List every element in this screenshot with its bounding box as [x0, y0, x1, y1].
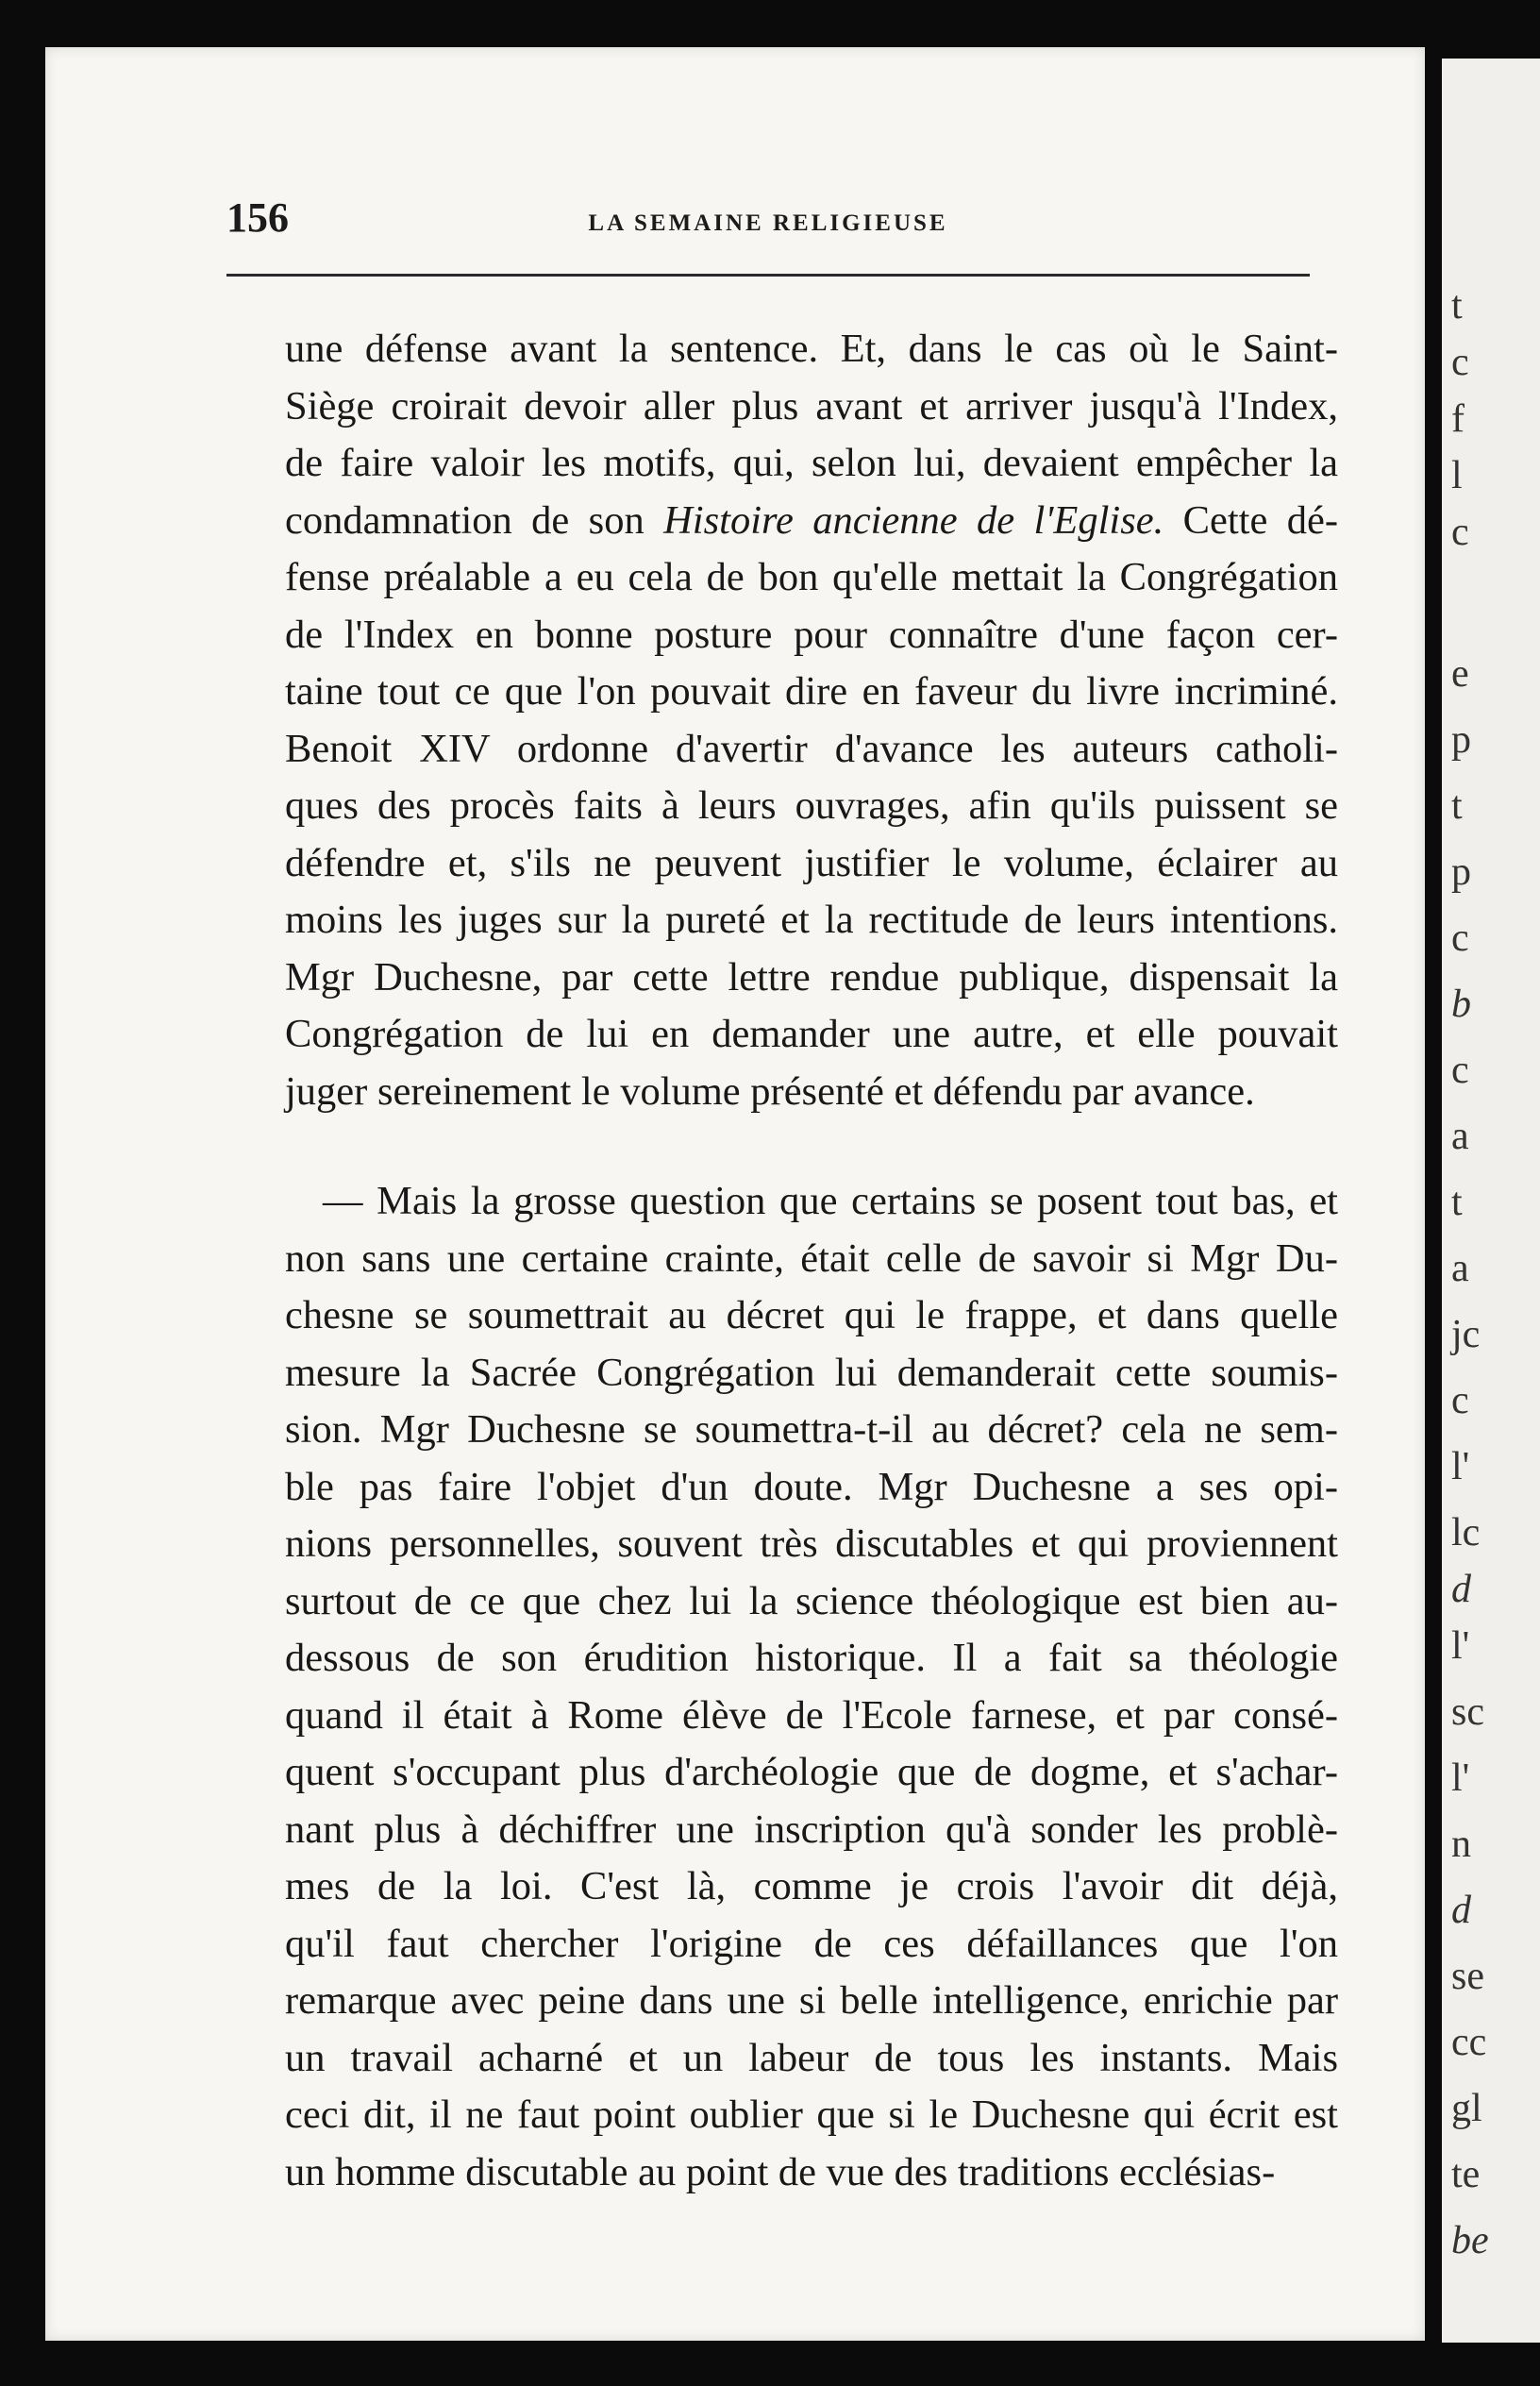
paragraph-1 — [285, 321, 1338, 1120]
adjacent-page-fragment: c — [1451, 341, 1469, 384]
text-line: défendre et, s'ils ne peuvent justifier le volume, éclairer au — [285, 840, 1338, 885]
header-rule — [226, 274, 1310, 277]
text-line: qu'il faut chercher l'origine de ces défaillances que l'on — [285, 1921, 1338, 1966]
adjacent-page-fragment: l' — [1451, 1445, 1470, 1488]
adjacent-page-fragment: c — [1451, 1049, 1469, 1092]
adjacent-page-edge — [1442, 59, 1540, 2343]
adjacent-page-fragment: c — [1451, 511, 1469, 554]
text-line: Benoit XIV ordonne d'avertir d'avance les auteurs catholi- — [285, 726, 1338, 771]
running-head: LA SEMAINE RELIGIEUSE — [588, 210, 948, 236]
adjacent-page-fragment: l' — [1451, 1756, 1470, 1800]
text-line: remarque avec peine dans une si belle intelligence, enrichie par — [285, 1978, 1338, 2023]
text-line: un homme discutable au point de vue des traditions ecclésias- — [285, 2149, 1276, 2194]
text-line: une défense avant la sentence. Et, dans le cas où le Saint- — [285, 327, 1338, 371]
text-line: Siège croirait devoir aller plus avant et arriver jusqu'à l'Index, — [285, 383, 1338, 428]
adjacent-page-fragment: f — [1451, 397, 1465, 441]
text-line: taine tout ce que l'on pouvait dire en faveur du livre incriminé. — [285, 669, 1338, 714]
adjacent-page-fragment: n — [1451, 1823, 1471, 1866]
text-line: mesure la Sacrée Congrégation lui demanderait cette soumis- — [285, 1350, 1338, 1395]
adjacent-page-fragment: t — [1451, 1181, 1463, 1224]
adjacent-page-fragment: d — [1451, 1568, 1471, 1611]
text-line: surtout de ce que chez lui la science théologique est bien au- — [285, 1578, 1338, 1623]
text-line: un travail acharné et un labeur de tous les instants. Mais — [285, 2035, 1338, 2080]
text-line: moins les juges sur la pureté et la rectitude de leurs intentions. — [285, 898, 1338, 942]
adjacent-page-fragment: lc — [1451, 1511, 1481, 1554]
text-line: dessous de son érudition historique. Il a fait sa théologie — [285, 1636, 1338, 1680]
text-line: nions personnelles, souvent très discutables et qui proviennent — [285, 1521, 1338, 1566]
text-line: de l'Index en bonne posture pour connaître d'une façon cer- — [285, 612, 1338, 657]
text-line: chesne se soumettrait au décret qui le frappe, et dans quelle — [285, 1293, 1338, 1337]
text-line: de faire valoir les motifs, qui, selon lui, devaient empêcher la — [285, 441, 1338, 485]
text-line: Mgr Duchesne, par cette lettre rendue publique, dispensait la — [285, 954, 1338, 1000]
text-line: condamnation de son Histoire ancienne de l'Eglise. Cette dé- — [285, 497, 1338, 543]
adjacent-page-fragment: e — [1451, 652, 1469, 696]
adjacent-page-fragment: jc — [1451, 1313, 1481, 1356]
adjacent-page-fragment: p — [1451, 718, 1471, 762]
adjacent-page-fragment: se — [1451, 1955, 1484, 1998]
text-line: ceci dit, il ne faut point oublier que si le Duchesne qui écrit est — [285, 2092, 1338, 2137]
text-line: fense préalable a eu cela de bon qu'elle mettait la Congrégation — [285, 555, 1338, 599]
adjacent-page-fragment: t — [1451, 284, 1463, 328]
adjacent-page-fragment: l — [1451, 454, 1463, 497]
paragraph-2 — [285, 1173, 1338, 2201]
text-line: quent s'occupant plus d'archéologie que de dogme, et s'achar- — [285, 1750, 1338, 1794]
text-line: non sans une certaine crainte, était celle de savoir si Mgr Du- — [285, 1235, 1338, 1281]
adjacent-page-fragment: c — [1451, 916, 1469, 960]
text-line: quand il était à Rome élève de l'Ecole farnese, et par consé- — [285, 1692, 1338, 1738]
text-line: — Mais la grosse question que certains se posent tout bas, et — [323, 1179, 1338, 1223]
adjacent-page-fragment: l' — [1451, 1624, 1470, 1668]
body-text — [285, 321, 1338, 2201]
adjacent-page-fragment: te — [1451, 2153, 1481, 2196]
adjacent-page-fragment: gl — [1451, 2087, 1482, 2130]
adjacent-page-fragment: be — [1451, 2219, 1489, 2262]
text-line: ques des procès faits à leurs ouvrages, afin qu'ils puissent se — [285, 783, 1338, 828]
adjacent-page-fragment: t — [1451, 784, 1463, 828]
adjacent-page-fragment: cc — [1451, 2021, 1487, 2064]
adjacent-page-fragment: d — [1451, 1889, 1471, 1932]
text-line: juger sereinement le volume présenté et défendu par avance. — [285, 1068, 1255, 1114]
adjacent-page-fragment: a — [1451, 1115, 1469, 1158]
text-line: Congrégation de lui en demander une autre, et elle pouvait — [285, 1012, 1338, 1056]
page-number: 156 — [226, 194, 289, 241]
adjacent-page-fragment: sc — [1451, 1690, 1484, 1734]
adjacent-page-fragment: a — [1451, 1247, 1469, 1290]
page-header — [226, 193, 1310, 250]
text-line: sion. Mgr Duchesne se soumettra-t-il au décret? cela ne sem- — [285, 1407, 1338, 1452]
text-line: mes de la loi. C'est là, comme je crois l'avoir dit déjà, — [285, 1864, 1338, 1908]
text-line: nant plus à déchiffrer une inscription qu'à sonder les problè- — [285, 1806, 1338, 1852]
book-title: Histoire ancienne de l'Eglise. — [663, 497, 1164, 543]
adjacent-page-fragment: p — [1451, 850, 1471, 894]
adjacent-page-fragment: b — [1451, 983, 1471, 1026]
text-line: ble pas faire l'objet d'un doute. Mgr Duchesne a ses opi- — [285, 1464, 1338, 1509]
adjacent-page-fragment: c — [1451, 1379, 1469, 1422]
